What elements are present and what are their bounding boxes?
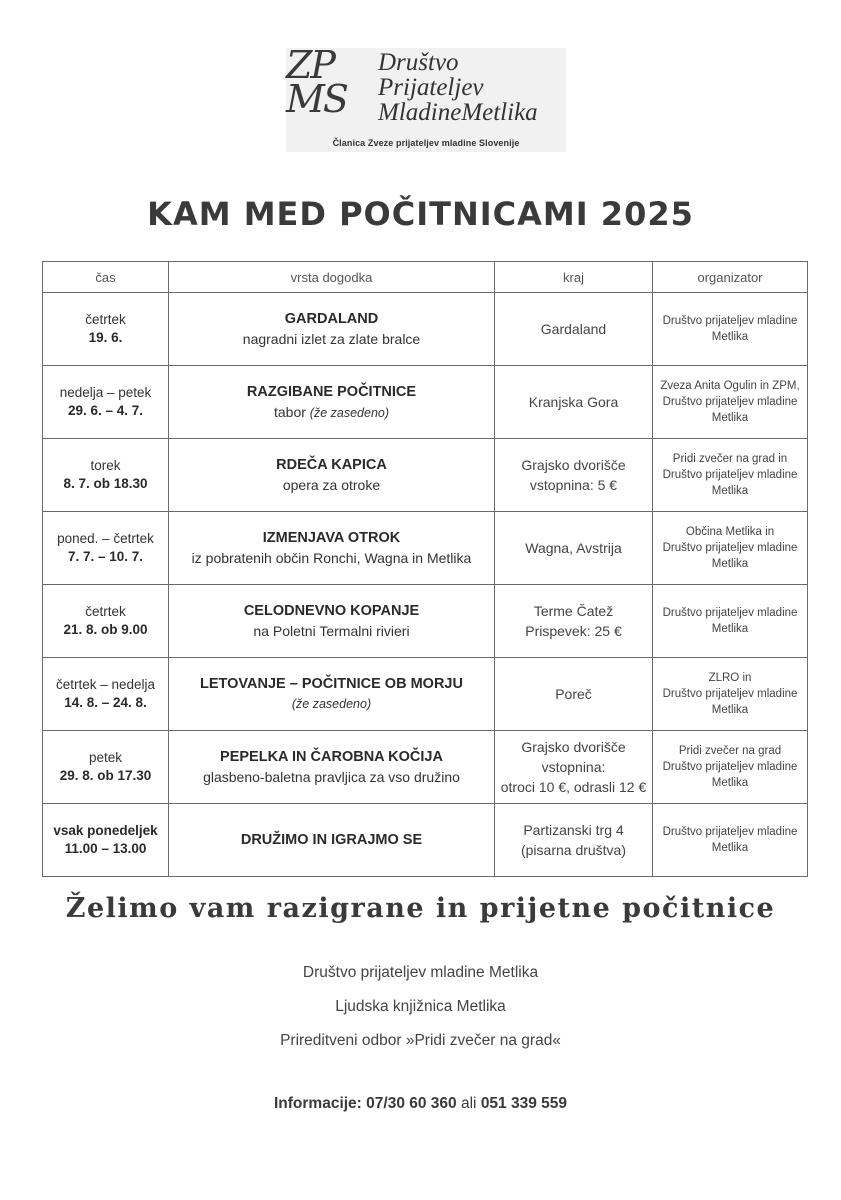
event-cell (169, 731, 495, 804)
place-cell (495, 585, 653, 658)
event-title: RDEČA KAPICA (276, 457, 387, 473)
footer-organizer-2: Ljudska knjižnica Metlika (335, 998, 506, 1015)
time-cell (43, 512, 169, 585)
time-cell (43, 804, 169, 877)
event-description: opera za otroke (282, 477, 381, 493)
organizer-line: Zveza Anita Ogulin in ZPM, (660, 380, 800, 392)
contact-info (0, 1095, 841, 1113)
time-date: 11.00 – 13.00 (64, 841, 147, 856)
time-day: vsak ponedeljek (53, 823, 158, 838)
place-line: otroci 10 €, odrasli 12 € (500, 779, 647, 795)
event-description: glasbeno-baletna pravljica za vso družino (203, 769, 460, 785)
event-cell (169, 658, 495, 731)
organizer-line: Društvo prijateljev mladine (662, 761, 798, 773)
event-cell (169, 439, 495, 512)
organizer-cell (653, 804, 808, 877)
organizer-line: Društvo prijateljev mladine (662, 469, 798, 481)
event-title: IZMENJAVA OTROK (262, 530, 401, 546)
event-description: na Poletni Termalni rivieri (253, 623, 410, 639)
organizer-line: Metlika (711, 331, 749, 343)
organizer-cell (653, 512, 808, 585)
time-date: 14. 8. – 24. 8. (64, 695, 147, 710)
logo-monogram-line1: ZP (286, 43, 334, 87)
place-line: Poreč (555, 686, 592, 702)
organizer-line: Metlika (711, 558, 749, 570)
table-row (43, 804, 808, 877)
place-cell (495, 293, 653, 366)
table-row (43, 439, 808, 512)
organization-logo (286, 43, 566, 152)
table-header-row (43, 262, 808, 293)
organizer-line: Metlika (711, 704, 749, 716)
event-description (173, 402, 490, 423)
table-row (43, 731, 808, 804)
organizer-cell (653, 293, 808, 366)
time-date: 29. 8. ob 17.30 (59, 768, 152, 783)
table-row (43, 366, 808, 439)
organizer-line: Društvo prijateljev mladine (662, 315, 798, 327)
place-line: Kranjska Gora (528, 394, 619, 410)
place-cell (495, 658, 653, 731)
organizer-cell (653, 658, 808, 731)
time-day: nedelja – petek (59, 385, 152, 400)
time-cell (43, 293, 169, 366)
time-cell (43, 731, 169, 804)
organizer-line: Pridi zvečer na grad (678, 745, 782, 757)
place-line: Partizanski trg 4 (523, 822, 624, 838)
event-title: DRUŽIMO IN IGRAJMO SE (240, 832, 423, 848)
organizer-line: Metlika (711, 623, 749, 635)
place-line: Terme Čatež (533, 603, 614, 619)
time-date: 29. 6. – 4. 7. (67, 403, 144, 418)
place-cell (495, 512, 653, 585)
place-cell (495, 366, 653, 439)
time-day: četrtek – nedelja (55, 677, 156, 692)
phone-number-1: 07/30 60 360 (366, 1095, 457, 1112)
logo-name-line3: MladineMetlika (378, 99, 538, 126)
table-row (43, 658, 808, 731)
time-day: četrtek (85, 604, 126, 619)
organizer-line: Metlika (711, 412, 749, 424)
event-title: CELODNEVNO KOPANJE (243, 603, 420, 619)
organizer-line: Društvo prijateljev mladine (662, 607, 798, 619)
logo-subtitle: Članica Zveze prijateljev mladine Slovenije (332, 138, 520, 148)
organizer-line: Občina Metlika in (685, 526, 775, 538)
header-event: vrsta dogodka (169, 262, 495, 293)
time-day: torek (90, 458, 121, 473)
event-note: (že zasedeno) (309, 405, 390, 420)
organizer-line: Metlika (711, 485, 749, 497)
table-row (43, 585, 808, 658)
event-description: nagradni izlet za zlate bralce (242, 331, 421, 347)
header-place: kraj (495, 262, 653, 293)
table-row (43, 293, 808, 366)
organizer-line: Društvo prijateljev mladine (662, 826, 798, 838)
time-day: petek (88, 750, 123, 765)
place-line: Gardaland (540, 321, 607, 337)
event-title: LETOVANJE – POČITNICE OB MORJU (200, 676, 463, 692)
logo-name-line2: Prijateljev (378, 74, 484, 101)
time-cell (43, 585, 169, 658)
info-label: Informacije: (273, 1095, 362, 1112)
table-row (43, 512, 808, 585)
event-description: iz pobratenih občin Ronchi, Wagna in Metlika (191, 550, 472, 566)
time-date: 7. 7. – 10. 7. (67, 549, 144, 564)
organizer-cell (653, 585, 808, 658)
time-date: 8. 7. ob 18.30 (63, 476, 148, 491)
time-date: 19. 6. (88, 330, 123, 345)
event-cell (169, 293, 495, 366)
place-line: Wagna, Avstrija (525, 540, 622, 556)
event-cell (169, 585, 495, 658)
phone-number-2: 051 339 559 (480, 1095, 568, 1112)
time-day: četrtek (85, 312, 126, 327)
info-or: ali (460, 1095, 477, 1112)
place-cell (495, 731, 653, 804)
time-day: poned. – četrtek (57, 531, 154, 546)
footer-organizer-1: Društvo prijateljev mladine Metlika (302, 964, 539, 981)
logo-name-line1: Društvo (378, 49, 459, 76)
organizer-line: Pridi zvečer na grad in (672, 453, 788, 465)
organizer-cell (653, 366, 808, 439)
place-cell (495, 804, 653, 877)
event-title: PEPELKA IN ČAROBNA KOČIJA (220, 749, 443, 765)
organizer-line: Društvo prijateljev mladine (662, 542, 798, 554)
organizer-line: Metlika (711, 842, 749, 854)
event-cell (169, 366, 495, 439)
event-cell (169, 512, 495, 585)
place-line: Grajsko dvorišče (521, 457, 626, 473)
organizer-line: Društvo prijateljev mladine (662, 688, 798, 700)
time-date: 21. 8. ob 9.00 (63, 622, 148, 637)
logo-monogram-line2: MS (286, 77, 347, 121)
organizer-line: ZLRO in (708, 672, 752, 684)
place-line: vstopnina: 5 € (529, 477, 618, 493)
event-title: GARDALAND (284, 311, 379, 327)
header-organizer: organizator (653, 262, 808, 293)
footer-organizer-3: Prireditveni odbor »Pridi zvečer na grad« (280, 1032, 561, 1049)
place-line: (pisarna društva) (520, 842, 627, 858)
time-cell (43, 658, 169, 731)
slogan: Želimo vam razigrane in prijetne počitnice (65, 893, 776, 924)
organizer-cell (653, 731, 808, 804)
event-title: RAZGIBANE POČITNICE (246, 383, 417, 400)
time-cell (43, 439, 169, 512)
event-description: (že zasedeno) (291, 697, 372, 711)
organizer-line: Metlika (711, 777, 749, 789)
organizer-line: Društvo prijateljev mladine (662, 396, 798, 408)
organizer-cell (653, 439, 808, 512)
place-line: Prispevek: 25 € (525, 623, 622, 639)
time-cell (43, 366, 169, 439)
place-line: vstopnina: (541, 759, 606, 775)
logo-monogram (286, 43, 347, 121)
logo-name (378, 50, 538, 125)
place-cell (495, 439, 653, 512)
event-cell (169, 804, 495, 877)
page-title: KAM MED POČITNICAMI 2025 (147, 195, 694, 233)
place-line: Grajsko dvorišče (521, 739, 626, 755)
header-time: čas (43, 262, 169, 293)
events-table (42, 261, 808, 877)
event-description-text: tabor (273, 403, 306, 420)
